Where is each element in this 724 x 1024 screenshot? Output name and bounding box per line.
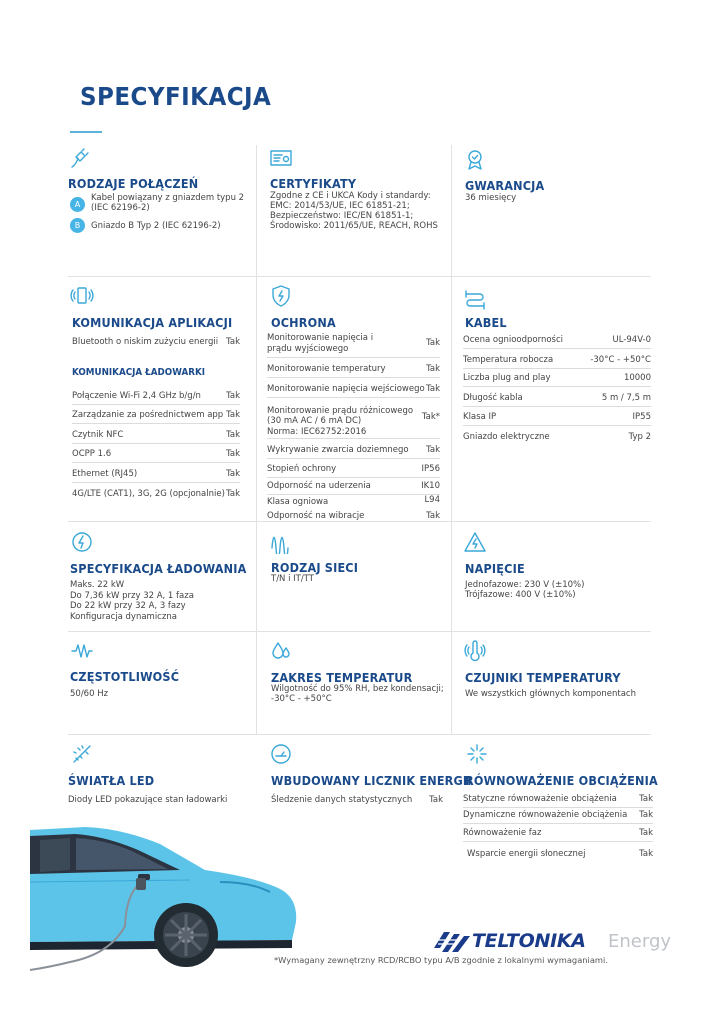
table-row: Dynamiczne równoważenie obciążenia Tak (463, 808, 653, 824)
grid-divider (68, 276, 651, 277)
certificates-title: CERTYFIKATY (270, 176, 357, 191)
badge-b: B (70, 218, 85, 233)
load-balancing-title: RÓWNOWAŻENIE OBCIĄŻENIA (465, 773, 658, 788)
certificates-line: Bezpieczeństwo: IEC/EN 61851-1; (270, 211, 414, 221)
table-row: Wykrywanie zwarcia doziemnego Tak (267, 439, 440, 459)
certificate-icon (269, 147, 293, 171)
table-row: Klasa ogniowa L94 (267, 494, 440, 507)
certificates-line: Zgodne z CE i UKCA Kody i standardy: (270, 191, 431, 201)
table-row: Bluetooth o niskim zużyciu energii Tak (72, 336, 240, 347)
protection-title: OCHRONA (271, 315, 336, 330)
table-row: Odporność na uderzenia IK10 (267, 478, 440, 495)
table-row: Odporność na wibracje Tak (267, 510, 440, 521)
table-row: Śledzenie danych statystycznych Tak (271, 794, 443, 805)
temperature-range-line: -30°C - +50°C (271, 694, 332, 704)
page-title: SPECYFIKACJA (80, 82, 272, 111)
frequency-icon (70, 639, 94, 663)
table-row: Równoważenie faz Tak (463, 824, 653, 842)
warranty-title: GWARANCJA (465, 178, 545, 193)
brand-sub: Energy (608, 931, 672, 952)
droplets-icon (269, 639, 293, 663)
table-row: Monitorowanie temperatury Tak (267, 358, 440, 378)
shield-icon (269, 284, 293, 308)
led-icon (70, 742, 94, 766)
table-row: Ocena ognioodporności UL-94V-0 (463, 329, 651, 349)
app-communication-title: KOMUNIKACJA APLIKACJI (72, 315, 233, 330)
table-row: Wsparcie energii słonecznej Tak (467, 848, 653, 859)
table-row: Gniazdo elektryczne Typ 2 (463, 431, 651, 442)
table-row: Połączenie Wi-Fi 2,4 GHz b/g/n Tak (72, 386, 240, 405)
network-title: RODZAJ SIECI (271, 560, 359, 575)
warranty-text: 36 miesięcy (465, 193, 517, 203)
temperature-range-line: Wilgotność do 95% RH, bez kondensacji; (271, 684, 444, 694)
charging-gauge-icon (70, 530, 94, 554)
plug-icon (68, 147, 92, 171)
table-row: Monitorowanie prądu różnicowego (30 mA AC / 6 mA DC) Norma: IEC62752:2016 Tak* (267, 398, 440, 439)
cable-icon (463, 286, 487, 310)
table-row: OCPP 1.6 Tak (72, 444, 240, 463)
footnote: *Wymagany zewnętrzny RCD/RCBO typu A/B zgodnie z lokalnymi wymaganiami. (274, 955, 608, 965)
charging-spec-line: Maks. 22 kW (70, 580, 125, 590)
electric-car-illustration (30, 822, 300, 972)
teltonika-logo (432, 928, 672, 956)
network-text: T/N i IT/TT (271, 574, 314, 584)
led-title: ŚWIATŁA LED (68, 773, 155, 788)
charging-spec-line: Konfiguracja dynamiczna (70, 612, 177, 622)
certificates-line: EMC: 2014/53/UE, IEC 61851-21; (270, 201, 410, 211)
connection-a-text-1: Kabel powiązany z gniazdem typu 2 (91, 193, 245, 203)
teltonika-logo-mark (432, 928, 470, 956)
voltage-line: Trójfazowe: 400 V (±10%) (465, 590, 576, 600)
table-row: Temperatura robocza -30°C - +50°C (463, 349, 651, 369)
charging-spec-line: Do 22 kW przy 32 A, 3 fazy (70, 601, 186, 611)
table-row: 4G/LTE (CAT1), 3G, 2G (opcjonalnie) Tak (72, 488, 240, 499)
frequency-title: CZĘSTOTLIWOŚĆ (70, 669, 180, 684)
frequency-text: 50/60 Hz (70, 689, 109, 699)
charger-communication-title: KOMUNIKACJA ŁADOWARKI (72, 367, 206, 378)
title-underline (70, 131, 102, 133)
temp-sensors-text: We wszystkich głównych komponentach (465, 689, 636, 699)
grid-divider (451, 145, 452, 735)
temperature-range-title: ZAKRES TEMPERATUR (271, 670, 413, 685)
badge-a: A (70, 197, 85, 212)
table-row: Statyczne równoważenie obciążenia Tak (463, 791, 653, 808)
table-row: Stopień ochrony IP56 (267, 459, 440, 478)
grid-divider (68, 631, 651, 632)
table-row: Klasa IP IP55 (463, 407, 651, 426)
energy-meter-icon (269, 742, 293, 766)
charging-spec-title: SPECYFIKACJA ŁADOWANIA (70, 561, 247, 576)
load-balancing-icon (465, 742, 489, 766)
award-icon (463, 148, 487, 172)
table-row: Zarządzanie za pośrednictwem app Tak (72, 405, 240, 424)
phone-signal-icon (70, 284, 94, 308)
connections-title: RODZAJE POŁĄCZEŃ (68, 176, 199, 191)
voltage-line: Jednofazowe: 230 V (±10%) (465, 580, 585, 590)
warning-voltage-icon (463, 530, 487, 554)
brand-name: TELTONIKA (472, 930, 586, 952)
temp-sensors-title: CZUJNIKI TEMPERATURY (465, 670, 621, 685)
table-row: Liczba plug and play 10000 (463, 369, 651, 387)
grid-divider (68, 734, 651, 735)
table-row: Czytnik NFC Tak (72, 424, 240, 444)
table-row: Monitorowanie napięcia wejściowego Tak (267, 378, 440, 398)
cable-title: KABEL (465, 315, 507, 330)
connection-b-text: Gniazdo B Typ 2 (IEC 62196-2) (91, 221, 221, 231)
charging-spec-line: Do 7,36 kW przy 32 A, 1 faza (70, 591, 194, 601)
table-row: Monitorowanie napięcia i prądu wyjściowego Tak (267, 332, 440, 358)
table-row: Długość kabla 5 m / 7,5 m (463, 387, 651, 407)
certificates-line: Środowisko: 2011/65/UE, REACH, ROHS (270, 221, 438, 231)
table-row: Ethernet (RJ45) Tak (72, 463, 240, 483)
led-text: Diody LED pokazujące stan ładowarki (68, 795, 228, 805)
grid-divider (256, 145, 257, 735)
voltage-title: NAPIĘCIE (465, 561, 525, 576)
wave-icon (269, 530, 293, 554)
thermometer-icon (463, 639, 487, 663)
connection-a-text-2: (IEC 62196-2) (91, 203, 150, 213)
energy-meter-title: WBUDOWANY LICZNIK ENERGII (271, 773, 472, 788)
